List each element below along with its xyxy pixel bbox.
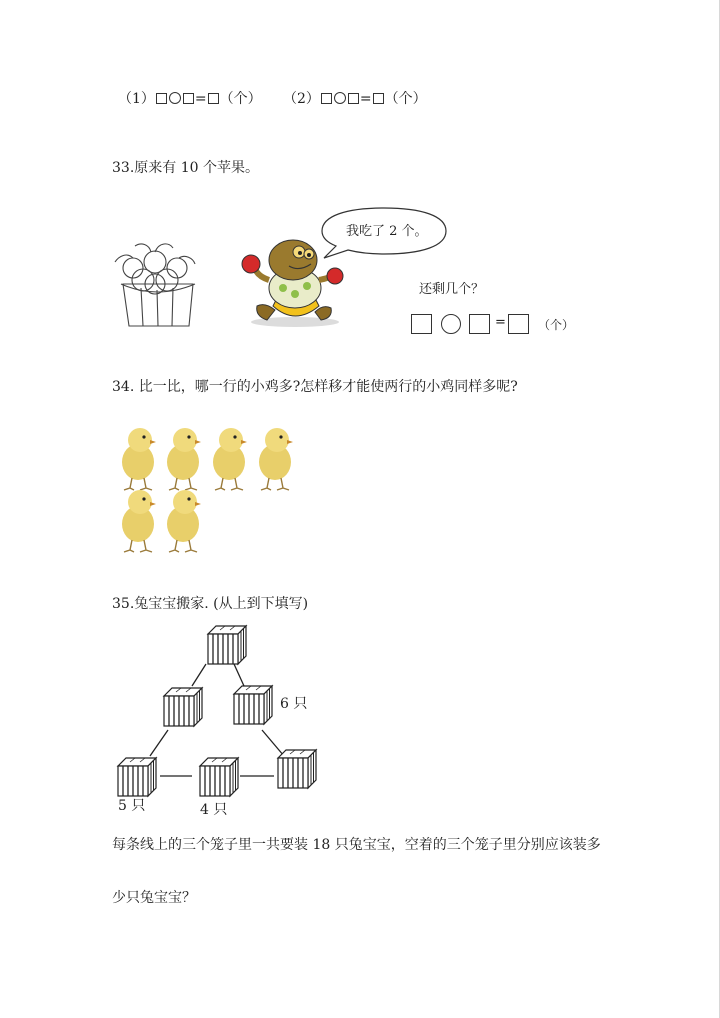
cage-bottom-right[interactable]	[278, 750, 316, 788]
equals-sign: =	[359, 91, 372, 107]
answer-box[interactable]	[321, 93, 332, 104]
cage-label-6: 6 只	[280, 696, 308, 712]
cage-label-4: 4 只	[200, 802, 228, 818]
operator-circle[interactable]	[441, 314, 461, 334]
apple-basket-illustration	[105, 228, 205, 330]
cage-label-5: 5 只	[118, 798, 146, 814]
cage-right-middle[interactable]	[234, 686, 272, 724]
cage-bottom-left[interactable]	[118, 758, 156, 796]
cage-top[interactable]	[208, 626, 246, 664]
answer-box[interactable]	[469, 314, 490, 334]
chick	[213, 428, 247, 490]
equation-2-number: （2）	[283, 91, 320, 107]
operator-circle[interactable]	[169, 92, 181, 104]
operator-circle[interactable]	[334, 92, 346, 104]
equation-1	[118, 88, 262, 108]
question-33-title: 33.原来有 10 个苹果。	[112, 160, 259, 176]
answer-box[interactable]	[156, 93, 167, 104]
rabbit-cages-triangle-diagram	[110, 624, 325, 820]
answer-box[interactable]	[348, 93, 359, 104]
speech-bubble	[318, 204, 450, 262]
equals-sign: =	[495, 315, 506, 330]
answer-box[interactable]	[411, 314, 432, 334]
equation-1-number: （1）	[118, 91, 155, 107]
equation-2	[283, 88, 427, 108]
chick-row-2	[122, 490, 201, 552]
speech-text: 我吃了 2 个。	[346, 224, 428, 239]
answer-box[interactable]	[208, 93, 219, 104]
question-35-title: 35.兔宝宝搬家. (从上到下填写)	[112, 596, 309, 612]
question-35-text-line-1: 每条线上的三个笼子里一共要装 18 只兔宝宝，空着的三个笼子里分别应该装多	[112, 837, 601, 853]
chick	[167, 490, 201, 552]
answer-box[interactable]	[373, 93, 384, 104]
question-35-text-line-2: 少只兔宝宝？	[112, 890, 196, 906]
chick	[122, 490, 156, 552]
question-34-title: 34. 比一比，哪一行的小鸡多?怎样移才能使两行的小鸡同样多呢?	[112, 379, 518, 395]
cage-left-middle[interactable]	[164, 688, 202, 726]
unit-label: （个）	[219, 91, 262, 107]
equals-sign: =	[194, 91, 207, 107]
chick-row-1	[122, 428, 293, 490]
chicks-illustration	[112, 422, 302, 554]
chick	[259, 428, 293, 490]
unit-label: （个）	[538, 318, 575, 332]
remaining-question: 还剩几个？	[419, 282, 485, 297]
cage-bottom-middle[interactable]	[200, 758, 238, 796]
answer-box[interactable]	[183, 93, 194, 104]
chick	[122, 428, 156, 490]
chick	[167, 428, 201, 490]
answer-box[interactable]	[508, 314, 529, 334]
unit-label: （个）	[384, 91, 427, 107]
